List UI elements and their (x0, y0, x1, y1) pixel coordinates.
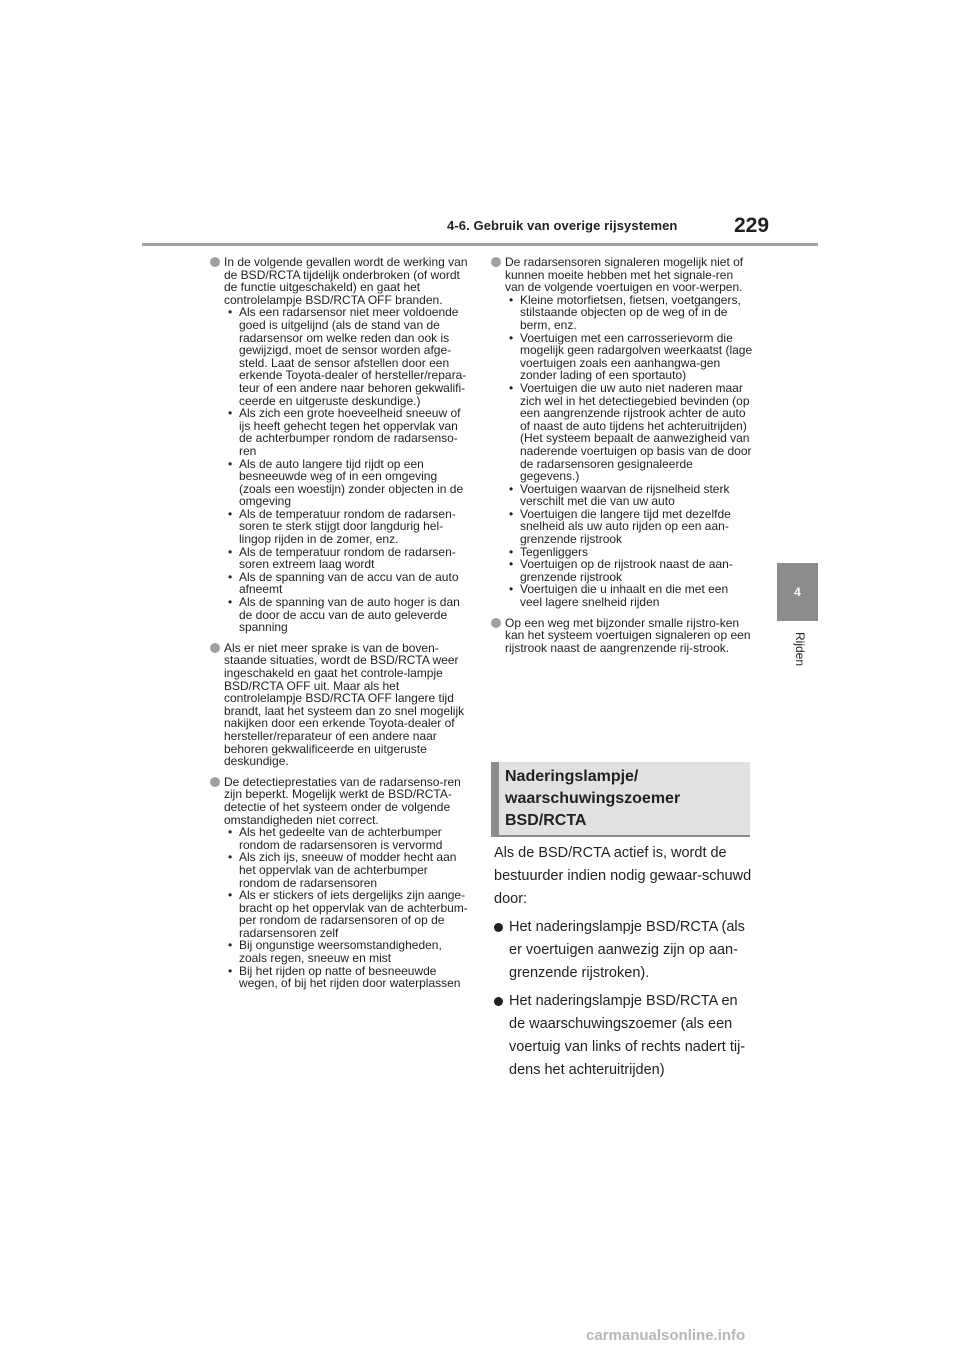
dot-bullet-icon: • (228, 305, 233, 320)
dot-bullet-icon: • (228, 938, 233, 953)
chapter-label: Rijden (793, 632, 807, 667)
dot-bullet-icon: • (509, 380, 514, 395)
list-item: • Als een radarsensor niet meer voldoende goed is uitgelijnd (als de stand van de radarsensor om welke reden dan ook is gewijzigd, moet de sensor worden afge-steld. Laat de sensor afstellen door een erkende Toyota-dealer of hersteller/repara-teur of een andere naar behoren gekwalifi-ceerde en uitgeruste deskundige.) (228, 305, 467, 408)
chapter-tab (777, 563, 818, 621)
dot-bullet-icon: • (228, 825, 233, 840)
heading-line: Naderingslampje/ (505, 768, 639, 785)
list-item: • Als er stickers of iets dergelijks zijn aange-bracht op het oppervlak van de achterbum-per rondom de radarsensoren of op de radarsensoren zelf (228, 888, 468, 940)
list-item: • Voertuigen die u inhaalt en die met een veel lagere snelheid rijden (509, 582, 729, 610)
dot-bullet-icon: • (509, 330, 514, 345)
note-text: Als er niet meer sprake is van de boven-staande situaties, wordt de BSD/RCTA weer ingeschakeld en gaat het controle-lampje BSD/RCTA OFF uit. Maar als het controlelampje BSD/RCTA OFF langere tijd brandt, laat het systeem dan zo snel mogelijk nakijken door een erkende Toyota-dealer of hersteller/reparateur of een andere naar behoren gekwalificeerde en uitgeruste deskundige. (224, 640, 465, 769)
note-paragraph (491, 256, 753, 609)
note-paragraph (210, 776, 468, 990)
dot-bullet-icon: • (228, 544, 233, 559)
dot-bullet-icon: • (228, 456, 233, 471)
list-item: • Als de spanning van de accu van de auto afneemt (228, 569, 459, 597)
list-item: • Als de auto langere tijd rijdt op een besneeuwde weg of in een omgeving (zoals een woestijn) zonder objecten in de omgeving (228, 456, 464, 509)
dot-bullet-icon: • (509, 544, 514, 559)
dot-bullet-icon: • (509, 481, 514, 496)
filled-bullet-icon (494, 997, 503, 1006)
note-text: Op een weg met bijzonder smalle rijstro-ken kan het systeem voertuigen signaleren op een rijstrook naast de aangrenzende rij-strook. (505, 615, 751, 655)
circle-bullet-icon (210, 257, 220, 267)
note-paragraph (210, 256, 468, 634)
list-item: • Voertuigen die langere tijd met dezelfde snelheid als uw auto rijden op een aan-grenzende rijstrook (509, 506, 731, 547)
right-column (491, 256, 753, 662)
circle-bullet-icon (210, 643, 220, 653)
dot-bullet-icon: • (228, 850, 233, 865)
dot-bullet-icon: • (228, 406, 233, 421)
list-item: • Kleine motorfietsen, fietsen, voetgangers, stilstaande objecten op de weg of in de berm, enz. (509, 292, 741, 332)
dot-bullet-icon: • (509, 506, 514, 521)
section-heading (491, 762, 750, 837)
circle-bullet-icon (491, 618, 501, 628)
list-item: • Voertuigen waarvan de rijsnelheid sterk verschilt met die van uw auto (509, 481, 730, 509)
heading-line: BSD/RCTA (505, 812, 587, 829)
note-paragraph (210, 642, 468, 768)
dot-bullet-icon: • (509, 582, 514, 597)
dot-bullet-icon: • (509, 557, 514, 572)
list-item: • Als zich een grote hoeveelheid sneeuw of ijs heeft gehecht tegen het oppervlak van de achterbumper rondom de radarsenso-ren (228, 406, 461, 458)
note-text: De radarsensoren signaleren mogelijk niet of kunnen moeite hebben met het signale-ren van de volgende voertuigen en voor-werpen. (505, 255, 744, 295)
left-column (210, 256, 468, 998)
list-item: Het naderingslampje BSD/RCTA (als er voertuigen aanwezig zijn op aan-grenzende rijstroken). (494, 916, 756, 985)
list-item: • Tegenliggers (509, 544, 589, 559)
dot-bullet-icon: • (228, 595, 233, 610)
circle-bullet-icon (491, 257, 501, 267)
circle-bullet-icon (210, 777, 220, 787)
intro-text: Als de BSD/RCTA actief is, wordt de bestuurder indien nodig gewaar-schuwd door: (494, 845, 752, 907)
list-item: • Bij het rijden op natte of besneeuwde wegen, of bij het rijden door waterplassen (228, 963, 461, 991)
list-item: • Als de spanning van de auto hoger is dan de door de accu van de auto geleverde spanning (228, 595, 460, 635)
dot-bullet-icon: • (228, 569, 233, 584)
chapter-number: 4 (794, 585, 801, 599)
heading-text (505, 766, 745, 832)
list-item: • Voertuigen met een carrosserievorm die mogelijk geen radargolven weerkaatst (lage voertuigen zoals een aanhangwa-gen zonder lading of een sportauto) (509, 330, 753, 383)
list-item: • Voertuigen die uw auto niet naderen maar zich wel in het detectiegebied bevinden (op een aangrenzende rijstrook achter de auto of naast de auto tijdens het achteruitrijden) (Het systeem bepaalt de aanwezigheid van naderende voertuigen op basis van de door de radarsensoren gesignaleerde gegevens.) (509, 380, 752, 484)
dot-bullet-icon: • (228, 963, 233, 978)
list-item: • Als de temperatuur rondom de radarsen-soren extreem laag wordt (228, 544, 456, 572)
list-item: • Als de temperatuur rondom de radarsen-soren te sterk stijgt door langdurig hel-lingop rijden in de zomer, enz. (228, 506, 456, 547)
dot-bullet-icon: • (509, 292, 514, 307)
note-text: De detectieprestaties van de radarsenso-ren zijn beperkt. Mogelijk werkt de BSD/RCTA-detectie of het systeem onder de volgende omstandigheden niet correct. (224, 774, 461, 827)
dot-bullet-icon: • (228, 888, 233, 903)
page-number: 229 (734, 214, 770, 237)
filled-bullet-icon (494, 923, 503, 932)
note-text: In de volgende gevallen wordt de werking van de BSD/RCTA tijdelijk onderbroken (of wordt de functie uitgeschakeld) en gaat het controlelampje BSD/RCTA OFF branden. (224, 255, 468, 307)
list-item: • Voertuigen op de rijstrook naast de aan-grenzende rijstrook (509, 557, 733, 584)
list-item: Het naderingslampje BSD/RCTA en de waarschuwingszoemer (als een voertuig van links of rechts nadert tij-dens het achteruitrijden) (494, 990, 756, 1082)
heading-accent-bar (491, 762, 499, 835)
section-body (494, 842, 756, 1082)
list-item: • Als het gedeelte van de achterbumper rondom de radarsensoren is vervormd (228, 825, 443, 852)
header-divider (142, 243, 818, 246)
watermark: carmanualsonline.info (586, 1327, 746, 1344)
dot-bullet-icon: • (228, 506, 233, 521)
list-item: • Als zich ijs, sneeuw of modder hecht aan het oppervlak van de achterbumper rondom de radarsensoren (228, 850, 457, 890)
section-title: 4-6. Gebruik van overige rijsystemen (447, 218, 678, 233)
note-paragraph (491, 617, 753, 655)
heading-line: waarschuwingszoemer (505, 790, 681, 807)
list-item: • Bij ongunstige weersomstandigheden, zoals regen, sneeuw en mist (228, 938, 442, 966)
